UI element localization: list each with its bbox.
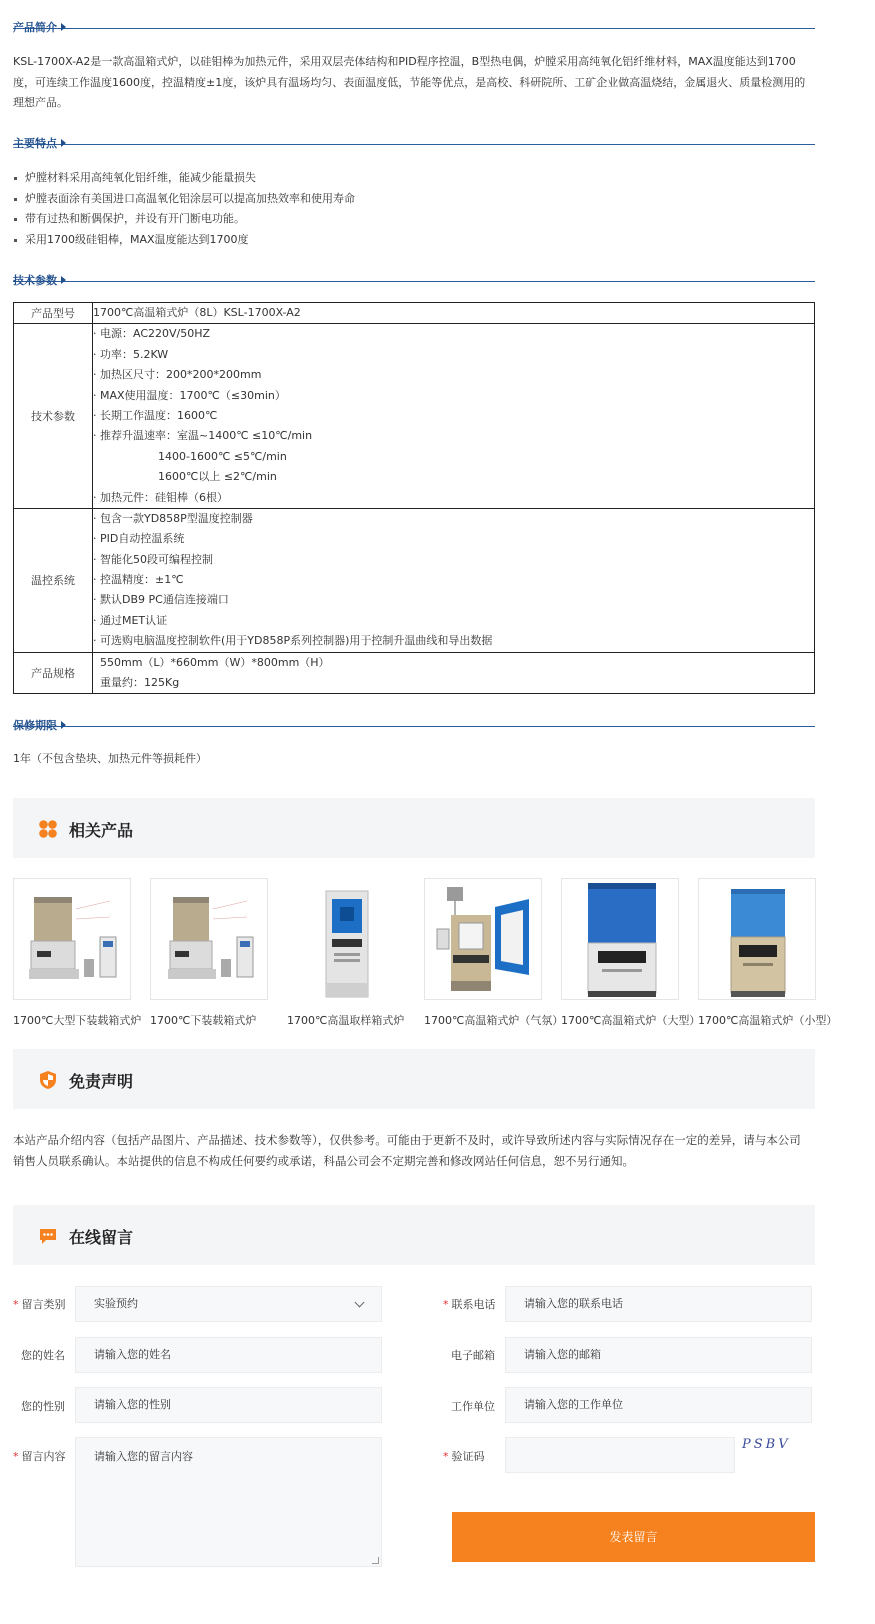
category-label: * 留言类别: [13, 1298, 66, 1311]
message-title: 在线留言: [69, 1228, 134, 1247]
bullet-icon: [14, 198, 17, 201]
disclaimer-header: [13, 1049, 815, 1109]
triangle-right-icon: [61, 139, 66, 147]
required-mark: *: [13, 1298, 19, 1311]
section-title-features: 主要特点: [13, 137, 57, 150]
related-products-list: [13, 878, 838, 1028]
furnace-image-icon: [699, 879, 817, 1001]
captcha-label: * 验证码: [443, 1450, 485, 1463]
bullet-icon: [14, 177, 17, 180]
related-products-title: 相关产品: [69, 821, 134, 840]
content-textarea[interactable]: 请输入您的留言内容: [75, 1437, 382, 1567]
product-caption[interactable]: 1700℃下装载箱式炉: [150, 1014, 257, 1027]
table-row: [14, 508, 815, 652]
spec-key-size: 产品规格: [14, 652, 93, 694]
product-card[interactable]: [561, 878, 701, 1028]
product-image[interactable]: [150, 878, 268, 1000]
warranty-text: 1年（不包含垫块、加热元件等损耗件）: [13, 752, 207, 765]
resize-handle-icon[interactable]: [372, 1557, 379, 1564]
product-caption[interactable]: 1700℃高温箱式炉（小型）: [698, 1014, 838, 1027]
furnace-image-icon: [562, 879, 680, 1001]
triangle-right-icon: [61, 721, 66, 729]
furnace-image-icon: [425, 879, 543, 1001]
furnace-image-icon: [151, 879, 269, 1001]
product-image[interactable]: [698, 878, 816, 1000]
related-products-header: [13, 798, 815, 858]
email-label: 电子邮箱: [451, 1349, 495, 1362]
section-title-intro: 产品简介: [13, 21, 57, 34]
spec-value-control: · 包含一款YD858P型温度控制器 · PID自动控温系统 · 智能化50段可编程控制 · 控温精度：±1℃ · 默认DB9 PC通信连接端口 · 通过MET认证 · 可选购电脑温度控制软件(用于YD858P系列控制器)用于控制升温曲线和导出数据: [93, 508, 815, 652]
table-row: [14, 324, 815, 509]
section-title-warranty: 保修期限: [13, 719, 57, 732]
furnace-image-icon: [14, 879, 132, 1001]
product-caption[interactable]: 1700℃高温箱式炉（气氛）: [424, 1014, 564, 1027]
list-item: 炉膛表面涂有美国进口高温氧化铝涂层可以提高加热效率和使用寿命: [13, 189, 815, 210]
furnace-image-icon: [288, 879, 406, 1001]
product-image[interactable]: [13, 878, 131, 1000]
table-row: [14, 652, 815, 694]
product-image[interactable]: [287, 878, 405, 1000]
disclaimer-title: 免责声明: [69, 1072, 134, 1091]
captcha-input[interactable]: [505, 1437, 735, 1473]
grid-flower-icon: [38, 819, 58, 839]
gender-label: 您的性别: [21, 1400, 65, 1413]
gender-input[interactable]: 请输入您的性别: [75, 1387, 382, 1423]
chat-bubble-icon: [38, 1226, 58, 1246]
product-image[interactable]: [561, 878, 679, 1000]
spec-value-size: 550mm（L）*660mm（W）*800mm（H） 重量约：125Kg: [93, 652, 815, 694]
product-card[interactable]: [13, 878, 142, 1028]
section-title-specs: 技术参数: [13, 274, 57, 287]
captcha-image[interactable]: PSBV: [742, 1437, 791, 1452]
name-input[interactable]: 请输入您的姓名: [75, 1337, 382, 1373]
email-input[interactable]: 请输入您的邮箱: [505, 1337, 812, 1373]
spec-key-model: 产品型号: [14, 303, 93, 324]
triangle-right-icon: [61, 276, 66, 284]
category-select-value: 实验预约: [94, 1297, 138, 1310]
product-caption[interactable]: 1700℃高温取样箱式炉: [287, 1014, 405, 1027]
section-header-intro: [13, 5, 815, 34]
spec-value-model: 1700℃高温箱式炉（8L）KSL-1700X-A2: [93, 303, 815, 324]
feature-list: [13, 168, 815, 250]
product-card[interactable]: [424, 878, 564, 1028]
product-caption[interactable]: 1700℃高温箱式炉（大型）: [561, 1014, 701, 1027]
shield-icon: [38, 1070, 58, 1090]
list-item: 带有过热和断偶保护，并设有开门断电功能。: [13, 209, 815, 230]
name-label: 您的姓名: [21, 1349, 65, 1362]
disclaimer-text: 本站产品介绍内容（包括产品图片、产品描述、技术参数等），仅供参考。可能由于更新不及时，或许导致所述内容与实际情况存在一定的差异，请与本公司销售人员联系确认。本站提供的信息不构成任何要约或承诺，科晶公司会不定期完善和修改网站任何信息，恕不另行通知。: [13, 1133, 801, 1168]
spec-key-control: 温控系统: [14, 508, 93, 652]
content-label: * 留言内容: [13, 1450, 66, 1463]
message-header: [13, 1205, 815, 1265]
category-select[interactable]: [75, 1286, 382, 1322]
bullet-icon: [14, 239, 17, 242]
spec-value-tech: · 电源：AC220V/50HZ · 功率：5.2KW · 加热区尺寸：200*200*200mm · MAX使用温度：1700℃（≤30min） · 长期工作温度：1600℃ · 推荐升温速率：室温~1400℃ ≤10℃/min 1400-1600℃ ≤5℃/min 1600℃以上 ≤2℃/min · 加热元件：硅钼棒（6根）: [93, 324, 815, 509]
section-header-warranty: [13, 703, 815, 732]
table-row: [14, 303, 815, 324]
phone-label: * 联系电话: [443, 1298, 496, 1311]
required-mark: *: [13, 1450, 19, 1463]
phone-input[interactable]: 请输入您的联系电话: [505, 1286, 812, 1322]
required-mark: *: [443, 1298, 449, 1311]
spec-table: [13, 302, 815, 694]
product-caption[interactable]: 1700℃大型下装载箱式炉: [13, 1014, 142, 1027]
section-header-features: [13, 121, 815, 150]
bullet-icon: [14, 218, 17, 221]
submit-message-button[interactable]: 发表留言: [452, 1512, 815, 1562]
product-intro-text: KSL-1700X-A2是一款高温箱式炉，以硅钼棒为加热元件，采用双层壳体结构和PID程序控温，B型热电偶，炉膛采用高纯氧化铝纤维材料，MAX温度能达到1700度，可连续工作温度1600度，控温精度±1度，该炉具有温场均匀、表面温度低，节能等优点，是高校、科研院所、工矿企业做高温烧结，金属退火、质量检测用的理想产品。: [13, 55, 806, 109]
required-mark: *: [443, 1450, 449, 1463]
company-input[interactable]: 请输入您的工作单位: [505, 1387, 812, 1423]
company-label: 工作单位: [451, 1400, 495, 1413]
list-item: 炉膛材料采用高纯氧化铝纤维，能减少能量损失: [13, 168, 815, 189]
spec-key-tech: 技术参数: [14, 324, 93, 509]
section-header-specs: [13, 258, 815, 287]
list-item: 采用1700级硅钼棒，MAX温度能达到1700度: [13, 230, 815, 251]
product-image[interactable]: [424, 878, 542, 1000]
triangle-right-icon: [61, 23, 66, 31]
chevron-down-icon: [355, 1298, 365, 1308]
product-card[interactable]: [150, 878, 268, 1028]
product-card[interactable]: [698, 878, 838, 1028]
product-card[interactable]: [287, 878, 405, 1028]
